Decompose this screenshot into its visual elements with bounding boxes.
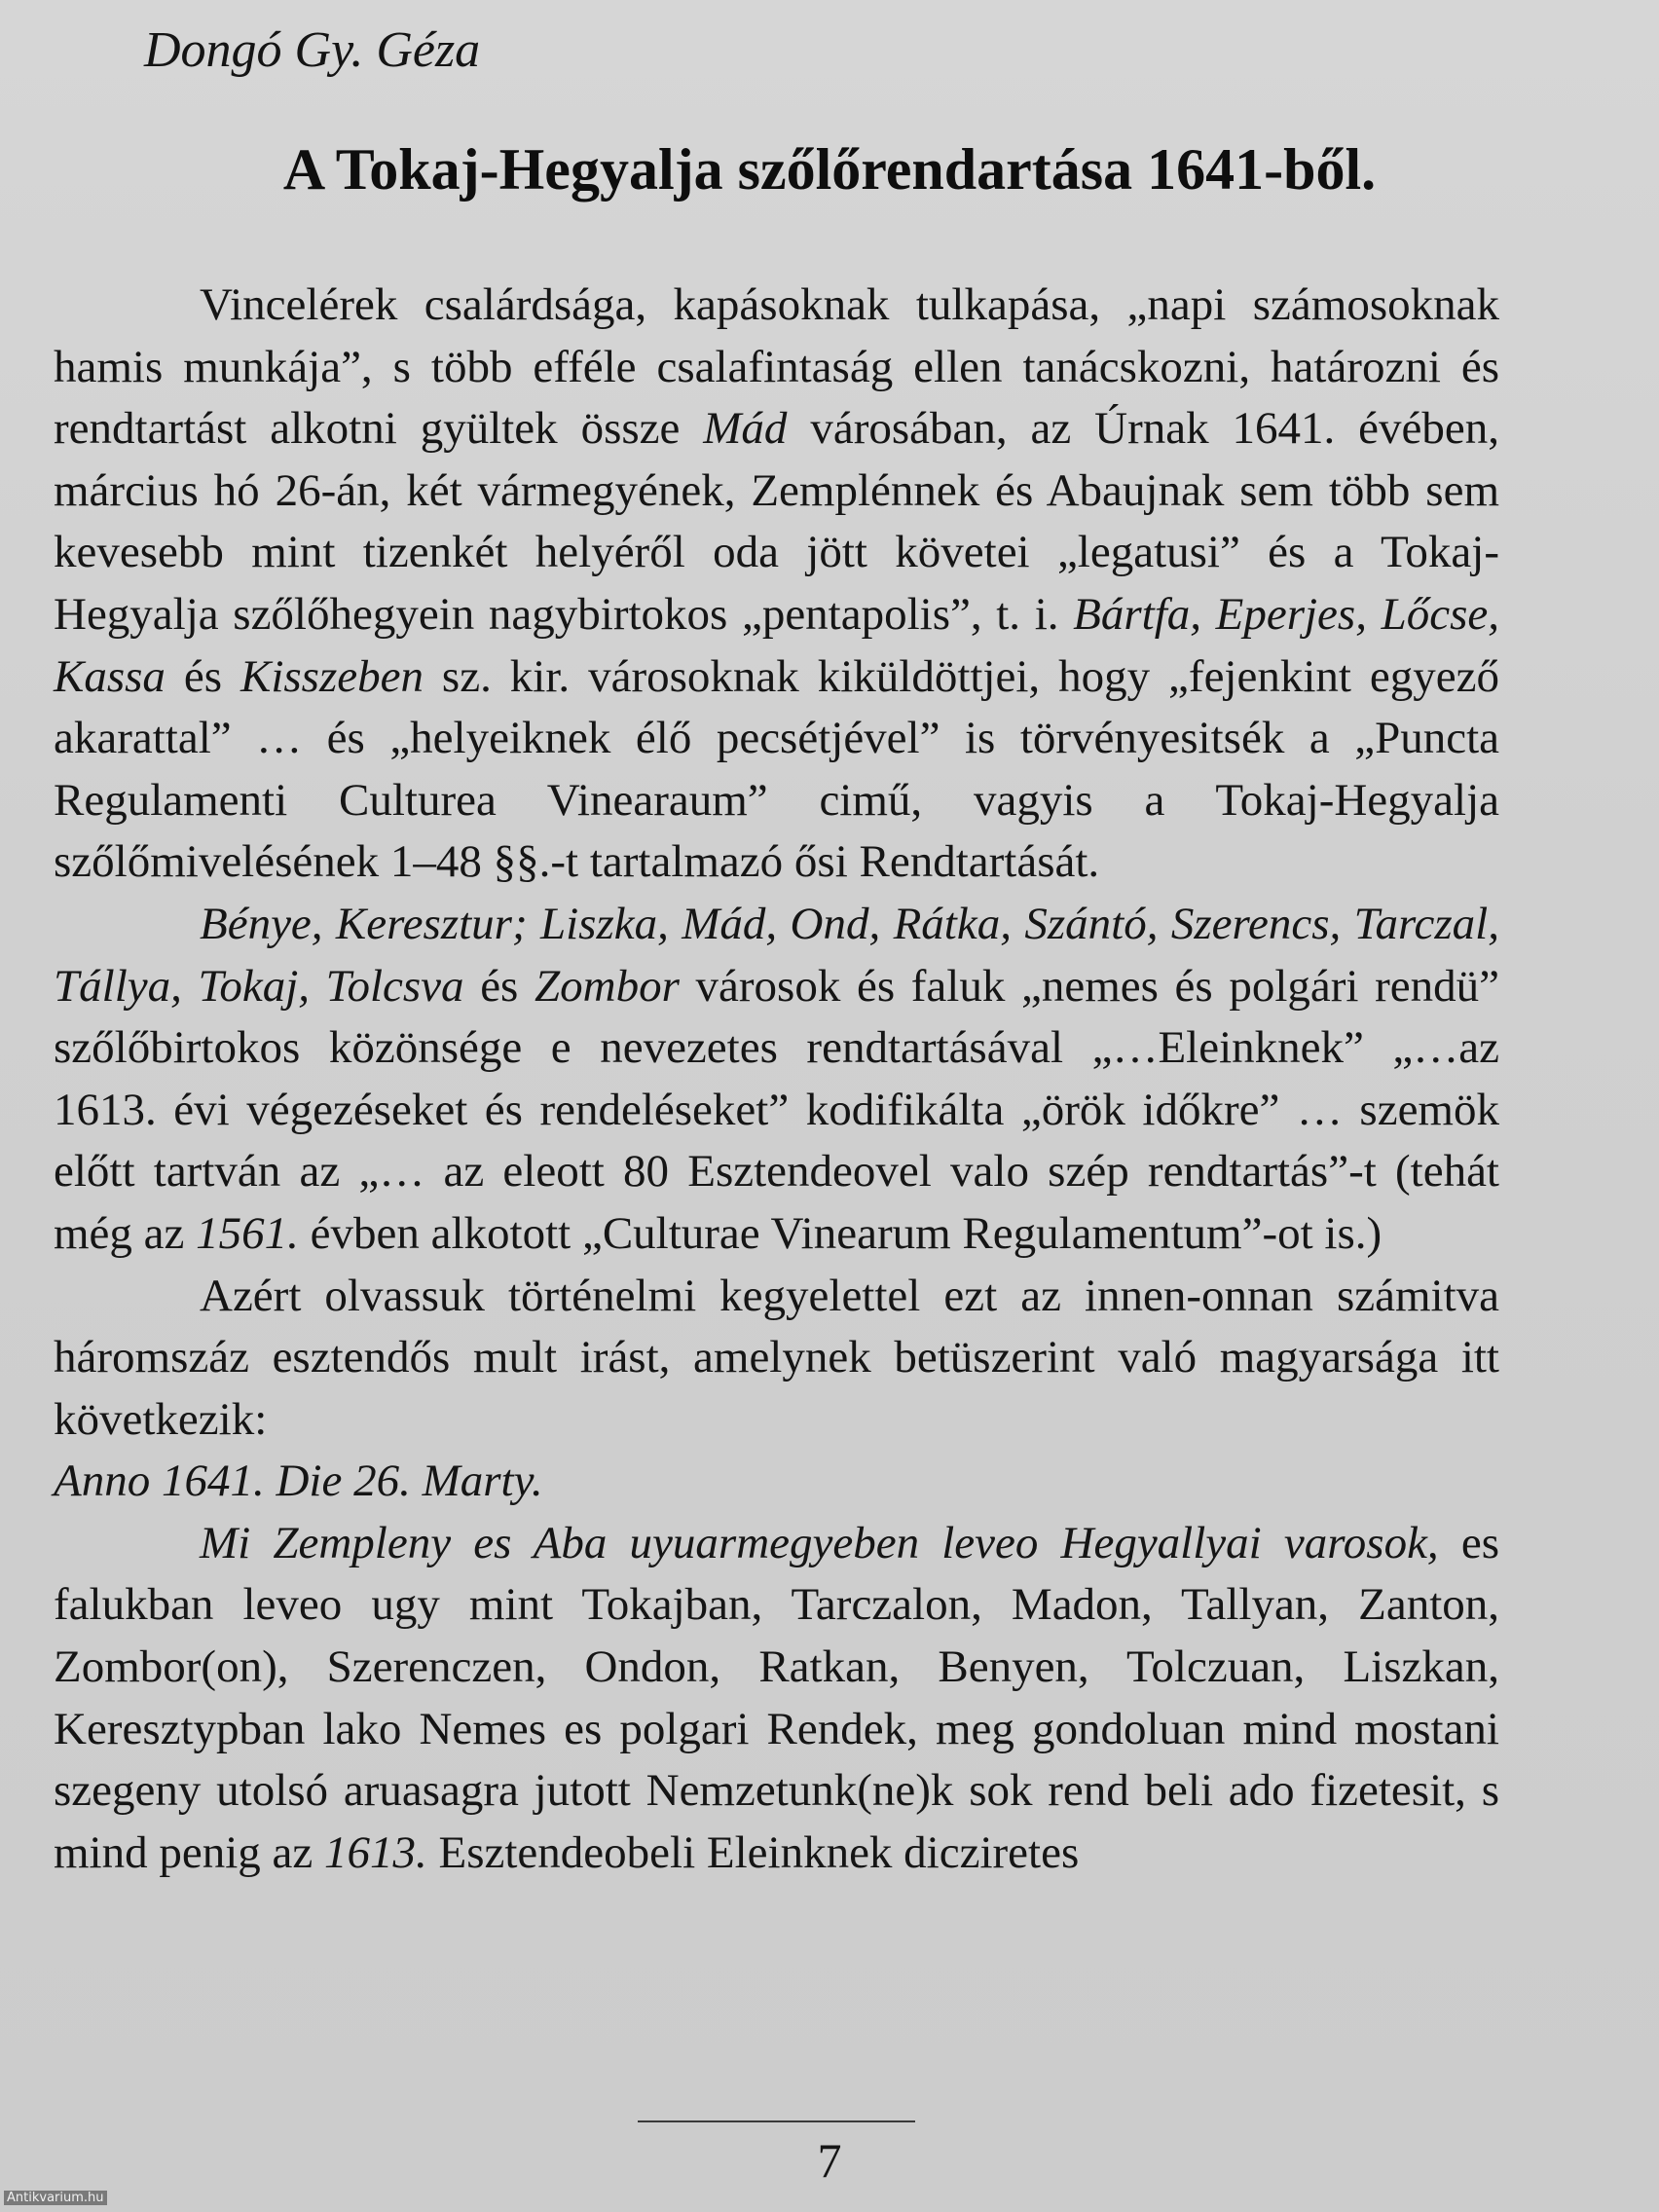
- text-run: Vincelérek csalárdsága, kapásoknak tulkapása, „napi számosoknak hamis munkája”, s több efféle csalafintaság ellen tanácskozni, határozni és rendtartást alkotni gyültek össze: [54, 279, 1499, 455]
- italic-run: Bártfa, Eperjes, Lőcse, Kassa: [54, 588, 1499, 702]
- paragraph-2: [54, 894, 1499, 1266]
- text-run: és: [165, 650, 240, 702]
- italic-run: Kisszeben: [240, 650, 424, 702]
- page-number: 7: [817, 2133, 842, 2188]
- watermark: Antikvarium.hu: [4, 2191, 107, 2205]
- italic-run: Bénye, Keresztur; Liszka, Mád, Ond, Rátka, Szántó, Szerencs, Tarczal, Tállya, Tokaj, Tolcsva: [54, 898, 1499, 1012]
- paragraph-3: Azért olvassuk történelmi kegyelettel ezt az innen-onnan számitva háromszáz esztendős mult irást, amelynek betüszerint való magyarsága itt következik:: [54, 1270, 1499, 1445]
- paragraph-5: [54, 1513, 1499, 1885]
- italic-run: Mi Zempleny es Aba uyuarmegyeben leveo Hegyallyai varosok,: [200, 1517, 1439, 1568]
- italic-run: Zombor: [535, 960, 680, 1012]
- footer-rule: [638, 2120, 915, 2122]
- italic-run: Mád: [703, 403, 788, 455]
- article-body: [54, 275, 1499, 1884]
- author-name: Dongó Gy. Géza: [144, 22, 481, 78]
- text-run: évben alkotott „Culturae Vinearum Regulamentum”-ot is.): [298, 1207, 1382, 1259]
- italic-run: 1561.: [196, 1207, 299, 1259]
- article-title: A Tokaj-Hegyalja szőlőrendartása 1641-ből.: [282, 137, 1377, 202]
- text-run: Esztendeobeli Eleinknek dicziretes: [426, 1826, 1080, 1878]
- text-run: sz. kir. városoknak kiküldöttjei, hogy „fejenkint egyező akarattal” … és „helyeiknek élő pecsétjével” is törvényesitsék a „Puncta Regulamenti Culturea Vinearaum” cimű, vagyis a Tokaj-Hegyalja szőlőmivelésének 1–48 §§.-t tartalmazó ősi Rendtartását.: [54, 650, 1499, 888]
- text-run: es falukban leveo ugy mint Tokajban, Tarczalon, Madon, Tallyan, Zanton, Zombor(on), Szerenczen, Ondon, Ratkan, Benyen, Tolczuan, Liszkan, Keresztурban lako Nemes es polgari Rendek, meg gondoluan mind mostani szegeny utolsó aruasagra jutott Nemzetunk(ne)k sok rend beli ado fizetesit, s mind penig az: [54, 1517, 1499, 1878]
- text-run: és: [463, 960, 535, 1012]
- paragraph-1: [54, 275, 1499, 894]
- text-run: városában, az Úrnak 1641. évében, március hó 26-án, két vármegyének, Zemplénnek és Abaujnak sem több sem kevesebb mint tizenkét helyéről oda jött követei „legatusi” és a Tokaj-Hegyalja szőlőhegyein nagybirtokos „pentapolis”, t. i.: [54, 403, 1499, 640]
- date-line: Anno 1641. Die 26. Marty.: [54, 1456, 543, 1507]
- italic-run: 1613.: [324, 1826, 427, 1878]
- text-run: városok és faluk „nemes és polgári rendü” szőlőbirtokos közönsége e nevezetes rendtartásával „…Eleinknek” „…az 1613. évi végezéseket és rendeléseket” kodifikálta „örök időkre” … szemök előtt tartván az „… az eleott 80 Esztendeovel valo szép rendtartás”-t (tehát még az: [54, 960, 1499, 1259]
